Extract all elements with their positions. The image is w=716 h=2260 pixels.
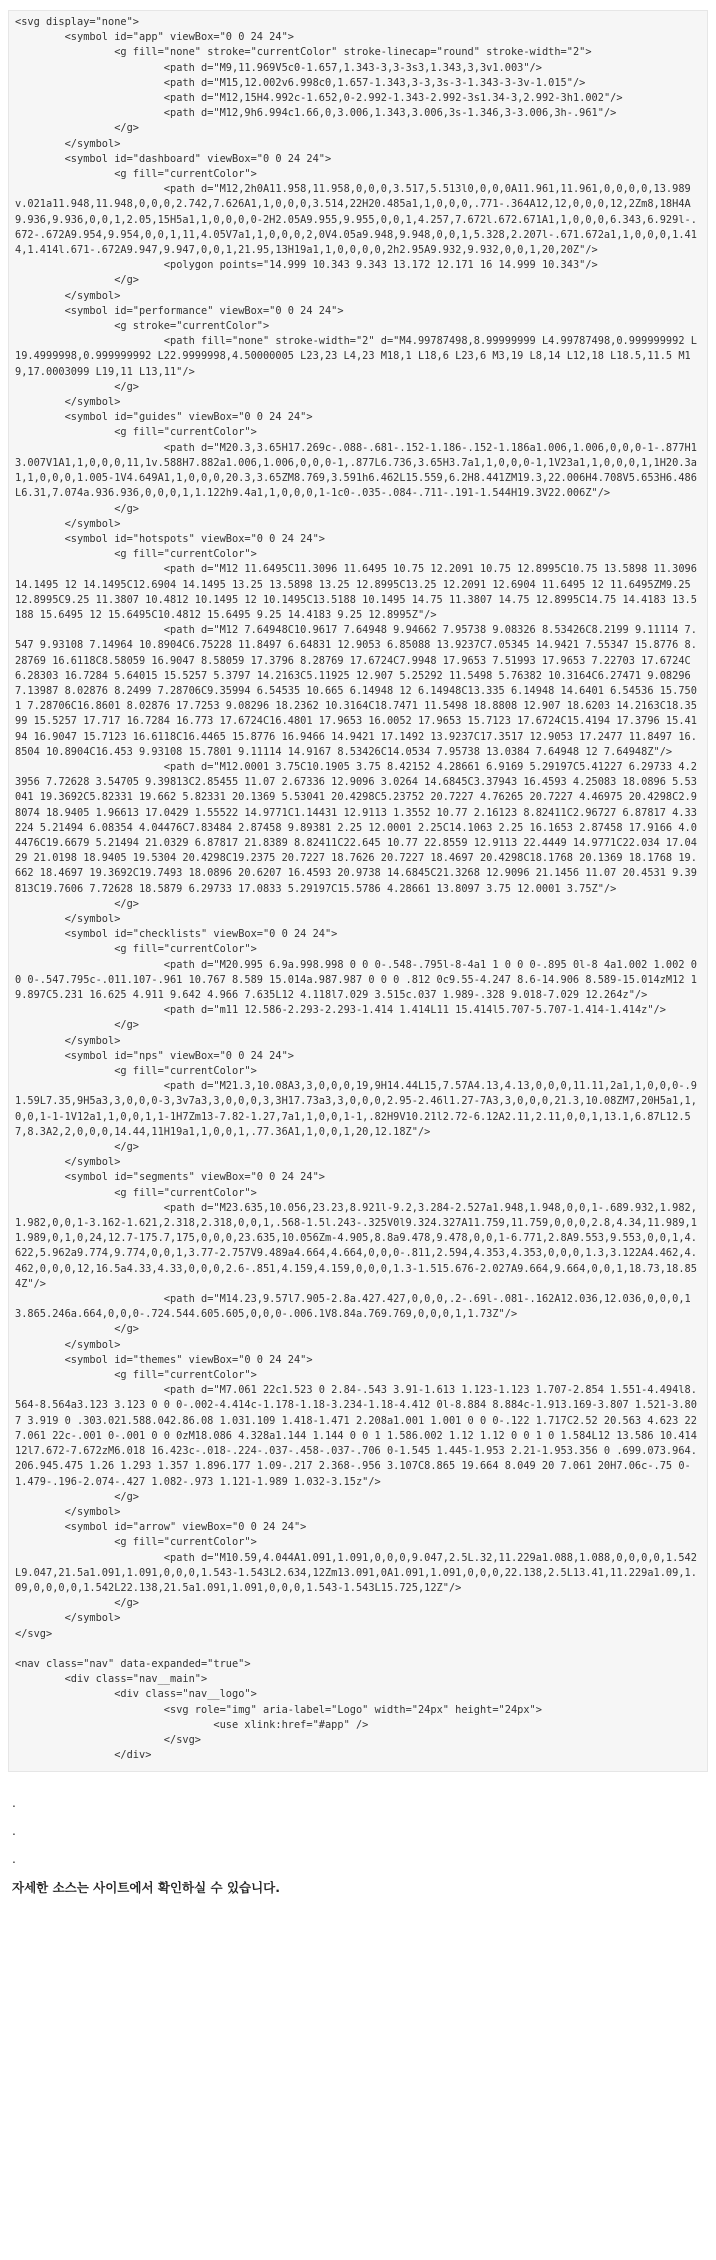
ellipsis-dot: . [12, 1794, 16, 1811]
code-line: <path d="M12 11.6495C11.3096 11.6495 10.75 12.2091 10.75 12.8995C10.75 13.5898 11.3096 14.1495 12 14.1495C12.6904 14.1495 13.25 13.5898 13.25 12.8995C13.25 12.2091 12.6904 11.6495 12 11.6495ZM9.25 12.8995C9.25 11.3807 10.4812 10.1495 12 10.1495C13.5188 10.1495 14.75 11.3807 14.75 12.8995C14.75 14.4183 13.5188 15.6495 12 15.6495C10.4812 15.6495 9.25 14.4183 9.25 12.8995Z"/> [15, 563, 704, 621]
code-line: <path d="M7.061 22c1.523 0 2.84-.543 3.91-1.613 1.123-1.123 1.707-2.854 1.551-4.494l8.564-8.564a3.123 3.123 0 0 0-.002-4.414c-1.178-1.18-3.234-1.18-4.412 0l-8.884 8.884c-1.913.169-3.807 1.521-3.807 3.919 0 .303.021.588.042.86.08 1.031.109 1.418-1.471 2.208a1.001 1.001 0 0 0-.122 1.717C2.52 20.563 4.623 22 7.061 22c-.001 0-.001 0 0 0zM18.086 4.328a1.144 1.144 0 0 1 1.586.002 1.12 1.12 0 0 1 0 1.584L12 13.586 10.414 12l7.672-7.672zM6.018 16.423c-.018-.224-.037-.458-.037-.706 0-1.545 1.445-1.953 2.21-1.953.356 0 .699.073.964.206.945.475 1.26 1.293 1.357 1.896.177 1.09-.217 2.368-.956 3.107C8.865 19.664 8.049 20 7.061 20H7.06c-.75 0-1.479-.196-2.074-.427 1.082-.973 1.121-1.989 1.032-3.15z"/> [15, 1384, 704, 1488]
code-line: </symbol> [15, 137, 121, 150]
code-line: </symbol> [15, 1156, 121, 1169]
ellipsis-dot: . [12, 1850, 16, 1867]
code-line: <g fill="currentColor"> [15, 1065, 257, 1078]
code-line: </div> [15, 1749, 152, 1762]
code-line: <g stroke="currentColor"> [15, 320, 270, 333]
code-line: <path d="M12,15H4.992c-1.652,0-2.992-1.343-2.992-3s1.34-3,2.992-3h1.002"/> [15, 92, 623, 105]
code-line: </symbol> [15, 1612, 121, 1625]
code-line: <path d="M12 7.64948C10.9617 7.64948 9.94662 7.95738 9.08326 8.53426C8.2199 9.11114 7.547 9.93108 7.14964 10.8904C6.75228 11.8497 6.64831 12.9053 6.85088 13.9237C7.05345 14.9421 7.55347 15.8776 8.28769 16.6118C8.58059 16.9047 8.58059 17.3796 8.28769 17.6724C7.9948 17.9653 7.51993 17.9653 7.22703 17.6724C6.28303 16.7284 5.64015 15.5257 5.3797 14.2163C5.11925 12.907 5.25292 11.5498 5.76382 10.3164C6.27471 9.08296 7.13987 8.02876 8.2499 7.28706C9.35994 6.54535 10.665 6.14948 12 6.14948C13.335 6.14948 14.6401 6.54536 15.7501 7.28706C16.8601 8.02876 17.7253 9.08296 18.2362 10.3164C18.7471 11.5498 18.8808 12.907 18.6203 14.2163C18.3599 15.5257 17.717 16.7284 16.773 17.6724C16.4801 17.9653 16.0052 17.9653 15.7123 17.6724C15.4194 17.3796 15.4194 16.9047 15.7123 16.6118C16.4465 15.8776 16.9466 14.9421 17.1492 13.9237C17.3517 12.9053 17.2477 11.8497 16.8504 10.8904C16.453 9.93108 15.7801 9.11114 14.9167 8.53426C14.0534 7.95738 13.0384 7.64948 12 7.64948Z"/> [15, 624, 697, 758]
code-line: </symbol> [15, 1034, 121, 1047]
code-line: <path d="M12.0001 3.75C10.1905 3.75 8.42152 4.28661 6.9169 5.29197C5.41227 6.29733 4.23956 7.72628 3.54705 9.39813C2.85455 11.07 2.67336 12.9096 3.0264 14.6845C3.37943 16.4593 4.25083 18.0896 5.53041 19.3692C5.82331 19.662 5.82331 20.1369 5.53041 20.4298C5.23752 20.7227 4.76265 20.7227 4.46975 20.4298C2.98074 18.9405 1.96613 17.0429 1.55522 14.9771C1.14431 12.9113 1.3552 10.77 2.16123 8.82411C2.96727 6.87817 4.33224 5.21494 6.08354 4.04476C7.83484 2.87458 9.89381 2.25 12.0001 2.25C14.1063 2.25 16.1653 2.87458 17.9166 4.04476C19.6679 5.21494 21.0329 6.87817 21.8389 8.82411C22.645 10.77 22.8559 12.9113 22.4449 14.9771C22.034 17.0429 21.0198 18.9405 19.5304 20.4298C19.2375 20.7227 18.7626 20.7227 18.4697 20.4298C18.1768 20.1369 18.1768 19.662 18.4697 19.3692C19.7493 18.0896 20.6207 16.4593 20.9738 14.6845C21.3268 12.9096 21.1456 11.07 20.4531 9.39813C19.7606 7.72628 18.5879 6.29733 17.0833 5.29197C15.5786 4.28661 13.8097 3.75 12.0001 3.75Z"/> [15, 760, 697, 895]
code-line: </g> [15, 1323, 140, 1336]
code-line: <g fill="currentColor"> [15, 1369, 257, 1382]
code-line: <symbol id="hotspots" viewBox="0 0 24 24"> [15, 532, 325, 545]
code-line: </g> [15, 1490, 140, 1503]
code-line: <path d="M15,12.002v6.998c0,1.657-1.343,3-3,3s-3-1.343-3-3v-1.015"/> [15, 76, 586, 89]
code-line: </symbol> [15, 912, 121, 925]
code-line: <path d="M12,9h6.994c1.66,0,3.006,1.343,3.006,3s-1.346,3-3.006,3h-.961"/> [15, 107, 617, 120]
code-line: <path d="M12,2h0A11.958,11.958,0,0,0,3.517,5.513l0,0,0,0A11.961,11.961,0,0,0,0,13.989v.021a11.948,11.948,0,0,0,2.742,7.626A1,1,0,0,0,3.514,22H20.485a1,1,0,0,0,.771-.364A12,12,0,0,0,12,2Zm8,18H4A9.936,9.936,0,0,1,2.05,15H5a1,1,0,0,0,0-2H2.05A9.955,9.955,0,0,1,4.257,7.672l.672.671A1,1,0,0,0,6.343,6.929l-.672-.672A9.954,9.954,0,0,1,11,4.05V7a1,1,0,0,0,2,0V4.05a9.948,9.948,0,0,1,5.328,2.207l-.671.672a1,1,0,0,0,1.414,1.414l.671-.672A9.947,9.947,0,0,1,21.95,13H19a1,1,0,0,0,0,2h2.95A9.932,9.932,0,0,1,20,20Z"/> [15, 183, 697, 257]
code-line: <g fill="currentColor"> [15, 1186, 257, 1199]
code-line: </g> [15, 502, 140, 515]
code-line: <symbol id="nps" viewBox="0 0 24 24"> [15, 1049, 294, 1062]
code-line: <div class="nav__main"> [15, 1673, 208, 1686]
code-line: </symbol> [15, 396, 121, 409]
code-line: </symbol> [15, 289, 121, 302]
code-line: <g fill="currentColor"> [15, 1536, 257, 1549]
code-line: </symbol> [15, 517, 121, 530]
footer-note: 자세한 소스는 사이트에서 확인하실 수 있습니다. [12, 1880, 281, 1896]
code-line: <use xlink:href="#app" /> [15, 1718, 369, 1731]
code-line: <path d="M9,11.969V5c0-1.657,1.343-3,3-3s3,1.343,3,3v1.003"/> [15, 61, 542, 74]
code-line: </svg> [15, 1733, 201, 1746]
code-line [15, 1642, 701, 1657]
code-line: </symbol> [15, 1338, 121, 1351]
code-line: <g fill="currentColor"> [15, 548, 257, 561]
code-line: <g fill="none" stroke="currentColor" stroke-linecap="round" stroke-width="2"> [15, 46, 592, 59]
code-line: <symbol id="guides" viewBox="0 0 24 24"> [15, 411, 313, 424]
code-line: <path d="M10.59,4.044A1.091,1.091,0,0,0,9.047,2.5L.32,11.229a1.088,1.088,0,0,0,0,1.542L9.047,21.5a1.091,1.091,0,0,0,1.543-1.543L2.634,12Zm13.091,0A1.091,1.091,0,0,0,22.138,2.5L13.41,11.229a1.09,1.09,0,0,0,0,1.542L22.138,21.5a1.091,1.091,0,0,0,1.543-1.543L15.725,12Z"/> [15, 1551, 697, 1594]
code-line: <path fill="none" stroke-width="2" d="M4.99787498,8.99999999 L4.99787498,0.999999992 L19.4999998,0.999999992 L22.9999998,4.50000005 L23,23 L4,23 M18,1 L18,6 L23,6 M3,19 L8,14 L12,18 L18.5,11.5 M19,17.0003099 L19,11 L13,11"/> [15, 335, 697, 378]
code-line: <path d="M14.23,9.57l7.905-2.8a.427.427,0,0,0,.2-.69l-.081-.162A12.036,12.036,0,0,0,13.865.246a.664,0,0,0-.724.544.605.605,0,0,0-.006.1V8.84a.769.769,0,0,0,1,1.73Z"/> [15, 1293, 691, 1321]
code-line: <svg role="img" aria-label="Logo" width="24px" height="24px"> [15, 1703, 542, 1716]
code-line: <symbol id="arrow" viewBox="0 0 24 24"> [15, 1521, 307, 1534]
code-line: <symbol id="performance" viewBox="0 0 24 24"> [15, 304, 344, 317]
code-line: </symbol> [15, 1505, 121, 1518]
code-block [8, 10, 708, 1772]
code-line: <symbol id="themes" viewBox="0 0 24 24"> [15, 1353, 313, 1366]
code-line: </g> [15, 1019, 140, 1032]
code-line: </g> [15, 274, 140, 287]
code-line: <path d="M20.3,3.65H17.269c-.088-.681-.152-1.186-.152-1.186a1.006,1.006,0,0,0-1-.877H13.007V1A1,1,0,0,0,11,1v.588H7.882a1.006,1.006,0,0,0-1,.877L6.736,3.65H3.7a1,1,0,0,0-1,1V23a1,1,0,0,0,1,1H20.3a1,1,0,0,0,1.005-1V4.649A1,1,0,0,0,20.3,3.65ZM8.769,3.591h6.462L15.559,6.2H8.441ZM19.3,22.006H4.708V5.653H6.486L6.31,7.074a.936.936,0,0,0,1,1.122h9.4a1,1,0,0,0,1-1c0-.035-.084-.711-.191-1.544H19.3V22.006Z"/> [15, 441, 697, 500]
code-line: <svg display="none"> [15, 16, 139, 28]
code-line: <symbol id="app" viewBox="0 0 24 24"> [15, 31, 294, 44]
code-line: <polygon points="14.999 10.343 9.343 13.172 12.171 16 14.999 10.343"/> [15, 259, 598, 272]
code-line: <path d="M21.3,10.08A3,3,0,0,0,19,9H14.44L15,7.57A4.13,4.13,0,0,0,11.11,2a1,1,0,0,0-.91.59L7.35,9H5a3,3,0,0,0-3,3v7a3,3,0,0,0,3,3H17.73a3,3,0,0,0,2.95-2.46l1.27-7A3,3,0,0,0,21.3,10.08ZM7,20H5a1,1,0,0,1-1-1V12a1,1,0,0,1,1-1H7Zm13-7.82-1.27,7a1,1,0,0,1-1,.82H9V10.21l2.72-6.12A2.11,2.11,0,0,1,13.1,6.87L12.57,8.3A2,2,0,0,0,14.44,11H19a1,1,0,0,1,.77.36A1,1,0,0,1,20,12.18Z"/> [15, 1080, 697, 1138]
code-line: </g> [15, 897, 140, 910]
code-line: </svg> [15, 1627, 53, 1640]
code-line: </g> [15, 1597, 140, 1610]
code-line: </g> [15, 380, 140, 393]
code-line: <div class="nav__logo"> [15, 1688, 257, 1701]
code-line: <g fill="currentColor"> [15, 426, 257, 439]
code-line: </g> [15, 1141, 140, 1154]
code-line: <g fill="currentColor"> [15, 943, 257, 956]
code-line: <symbol id="checklists" viewBox="0 0 24 24"> [15, 928, 338, 941]
ellipsis-dot: . [12, 1822, 16, 1839]
code-line: <path d="m11 12.586-2.293-2.293-1.414 1.414L11 15.414l5.707-5.707-1.414-1.414z"/> [15, 1004, 666, 1017]
code-line: <symbol id="segments" viewBox="0 0 24 24"> [15, 1171, 325, 1184]
code-line: <symbol id="dashboard" viewBox="0 0 24 24"> [15, 152, 332, 165]
code-line: <g fill="currentColor"> [15, 168, 257, 181]
code-line: <nav class="nav" data-expanded="true"> [15, 1657, 251, 1670]
code-line: <path d="M20.995 6.9a.998.998 0 0 0-.548-.795l-8-4a1 1 0 0 0-.895 0l-8 4a1.002 1.002 0 0 0-.547.795c-.011.107-.961 10.767 8.589 15.014a.987.987 0 0 0 .812 0c9.55-4.247 8.6-14.906 8.589-15.014zM12 19.897C5.231 16.625 4.911 9.642 4.966 7.635L12 4.118l7.029 3.515c.037 1.989-.328 9.018-7.029 12.264z"/> [15, 958, 704, 1001]
code-line: </g> [15, 122, 140, 135]
code-line: <path d="M23.635,10.056,23.23,8.921l-9.2,3.284-2.527a1.948,1.948,0,0,1-.689.932,1.982,1.982,0,0,1-3.162-1.621,2.318,2.318,0,0,1,.568-1.5l.243-.325V0l9.324.327A11.759,11.759,0,0,0,2.8,4.34,11.989,11.989,0,1,0,24,12.7-175.7,175,0,0,0,23.635,10.056Zm-4.905,8.8a9.478,9.478,0,0,1-6.771,2.8A9.553,9.553,0,0,1,4.622,5.962a9.774,9.774,0,0,1,3.77-2.757V9.489a4.664,4.664,0,0,0-.811,2.594,4.353,4.353,0,0,0,1.3,3.122A4.462,4.462,0,0,0,12,16.5a4.33,4.33,0,0,0,2.6-.851,4.159,4.159,0,0,0,1.3-1.515.676-2.027A9.664,9.664,0,0,1,18.73,18.854Z"/> [15, 1201, 697, 1290]
